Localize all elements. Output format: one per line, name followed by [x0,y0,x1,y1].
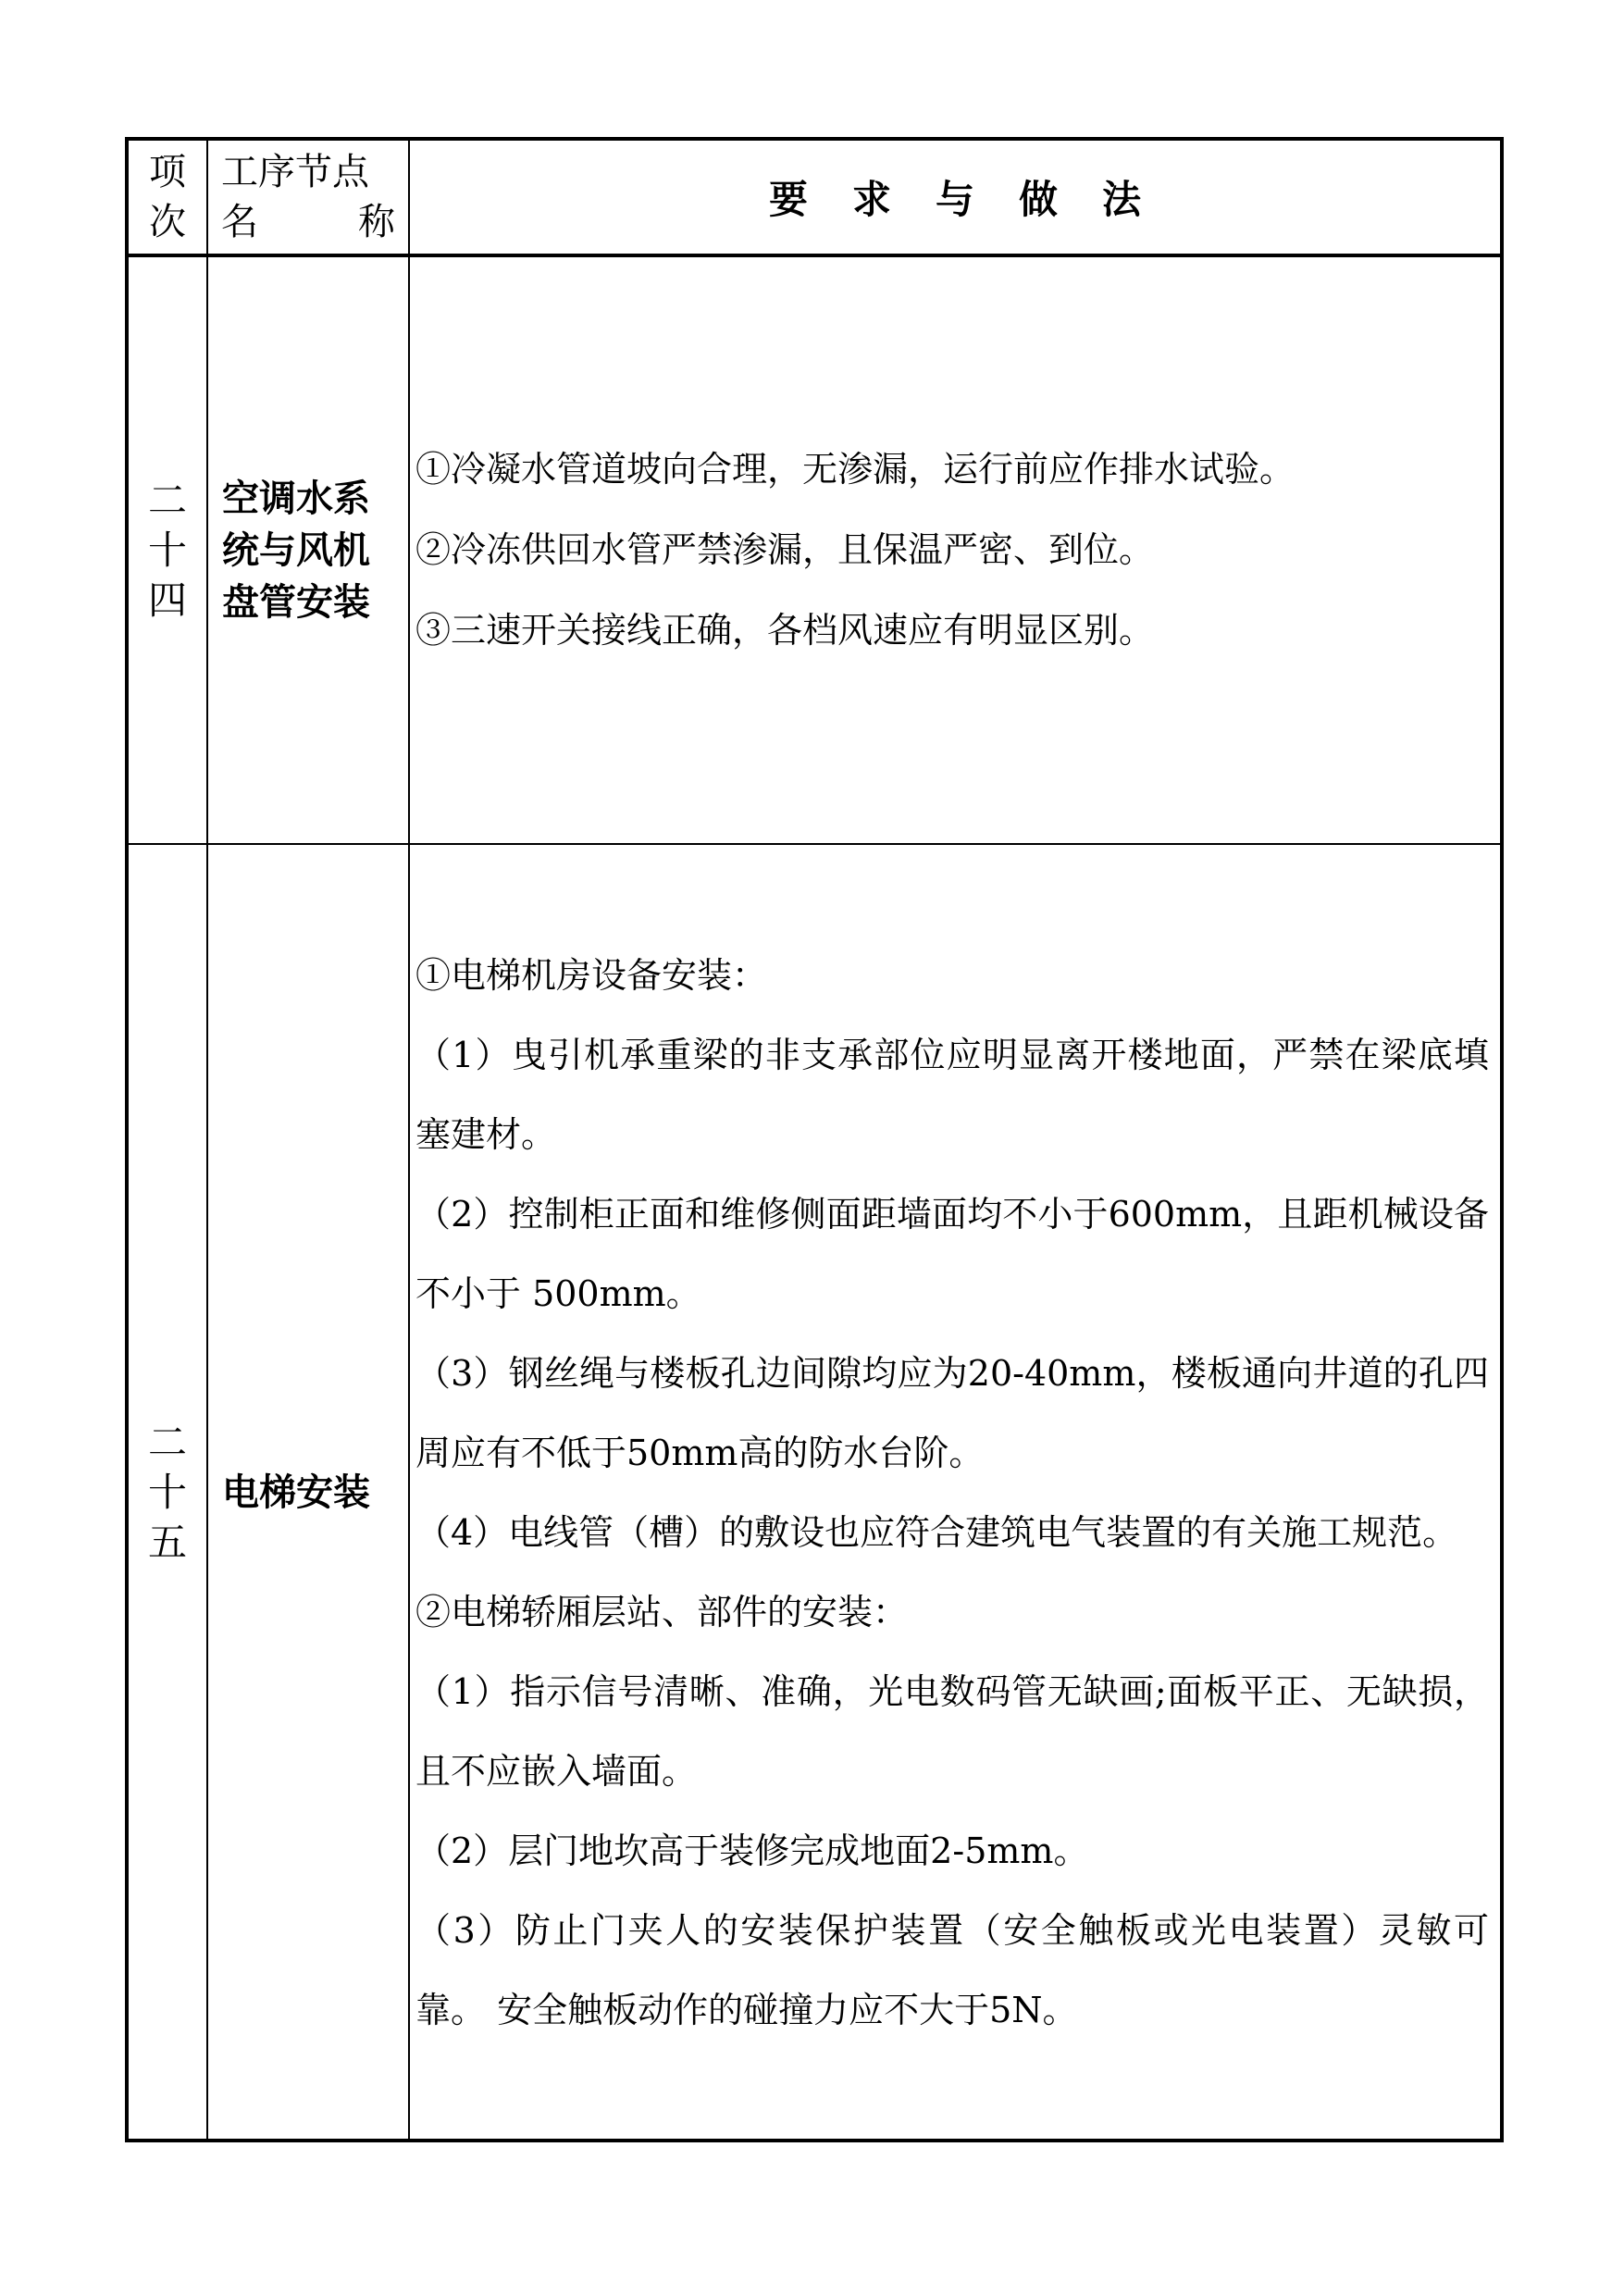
header-process-name [208,141,408,254]
header-process-name-line2: 名 称 [221,201,395,243]
requirement-line: （1）指示信号清晰、准确，光电数码管无缺画;面板平正、无缺损，且不应嵌入墙面。 [415,1671,1489,1792]
row-process-name: 电梯安装 [222,1471,370,1514]
header-requirements: 要求与做法 [768,177,1185,222]
requirements-table [125,137,1504,2142]
requirement-line: （1）曳引机承重梁的非支承部位应明显离开楼地面，严禁在梁底填塞建材。 [415,1035,1489,1155]
header-item-number-label: 项次 [149,151,186,243]
row-number-cell [129,845,206,2141]
requirement-line: ②冷冻供回水管严禁渗漏，且保温严密、到位。 [415,529,1155,570]
row-process-name-cell [208,845,408,2141]
requirement-line: ③三速开关接线正确，各档风速应有明显区别。 [415,610,1155,651]
requirement-line: ①冷凝水管道坡向合理，无渗漏，运行前应作排水试验。 [415,449,1295,490]
column-divider [408,141,410,2139]
row-number: 二十五 [147,1420,187,1565]
requirement-line: （4）电线管（槽）的敷设也应符合建筑电气装置的有关施工规范。 [415,1512,1458,1553]
requirement-line: （3）防止门夹人的安装保护装置（安全触板或光电装置）灵敏可靠。 安全触板动作的碰撞力应不大于5N。 [415,1910,1489,2030]
requirement-line: （3）钢丝绳与楼板孔边间隙均应为20-40mm，楼板通向井道的孔四周应有不低于50mm高的防水台阶。 [415,1353,1489,1473]
header-item-number [129,141,206,254]
row-number-cell [129,257,206,843]
requirement-line: （2）控制柜正面和维修侧面距墙面均不小于600mm，且距机械设备不小于 500mm。 [415,1194,1489,1314]
row-process-name: 空调水系统与风机盘管安装 [222,476,370,624]
requirement-line: （2）层门地坎高于装修完成地面2-5mm。 [415,1831,1089,1871]
row-requirements-cell [415,845,1489,2141]
row-number: 二十四 [147,477,187,623]
requirement-line: ②电梯轿厢层站、部件的安装： [415,1592,909,1632]
requirement-line: ①电梯机房设备安装： [415,955,768,996]
row-process-name-cell [208,257,408,843]
header-process-name-line1: 工序节点 [221,151,369,193]
row-requirements-cell [415,257,1489,843]
